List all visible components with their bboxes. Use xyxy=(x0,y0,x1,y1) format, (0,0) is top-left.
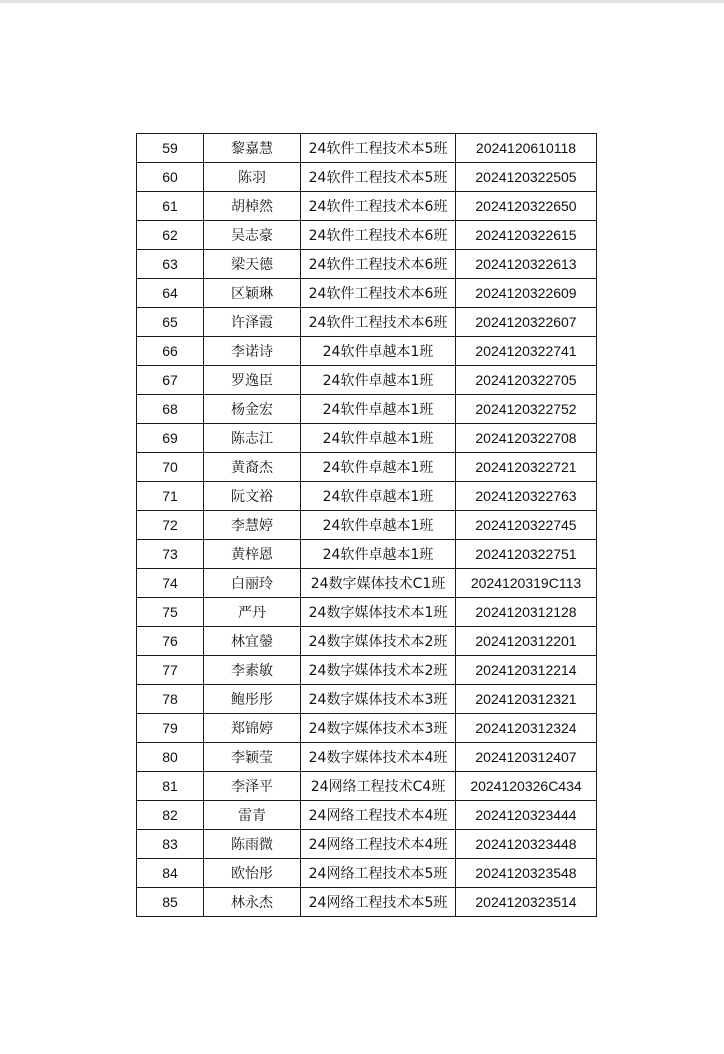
student-id-cell: 2024120322650 xyxy=(456,192,597,221)
student-id-cell: 2024120322752 xyxy=(456,395,597,424)
student-id-cell: 2024120610118 xyxy=(456,134,597,163)
row-number-cell: 65 xyxy=(137,308,204,337)
student-name-cell: 欧怡彤 xyxy=(204,859,301,888)
class-name-cell: 24软件工程技术本6班 xyxy=(301,192,456,221)
table-row xyxy=(137,221,597,250)
student-name-cell: 郑锦婷 xyxy=(204,714,301,743)
row-number-cell: 67 xyxy=(137,366,204,395)
student-id-cell: 2024120323448 xyxy=(456,830,597,859)
student-id-cell: 2024120322721 xyxy=(456,453,597,482)
student-id-cell: 2024120322615 xyxy=(456,221,597,250)
student-name-cell: 杨金宏 xyxy=(204,395,301,424)
student-name-cell: 罗逸臣 xyxy=(204,366,301,395)
class-name-cell: 24数字媒体技术本2班 xyxy=(301,627,456,656)
class-name-cell: 24网络工程技术本5班 xyxy=(301,859,456,888)
student-id-cell: 2024120312214 xyxy=(456,656,597,685)
student-name-cell: 李慧婷 xyxy=(204,511,301,540)
student-name-cell: 严丹 xyxy=(204,598,301,627)
student-name-cell: 阮文裕 xyxy=(204,482,301,511)
class-name-cell: 24软件工程技术本5班 xyxy=(301,163,456,192)
row-number-cell: 60 xyxy=(137,163,204,192)
class-name-cell: 24数字媒体技术本4班 xyxy=(301,743,456,772)
table-row xyxy=(137,192,597,221)
student-id-cell: 2024120326C434 xyxy=(456,772,597,801)
class-name-cell: 24数字媒体技术本1班 xyxy=(301,598,456,627)
table-row xyxy=(137,250,597,279)
row-number-cell: 77 xyxy=(137,656,204,685)
class-name-cell: 24软件卓越本1班 xyxy=(301,366,456,395)
student-id-cell: 2024120312324 xyxy=(456,714,597,743)
student-name-cell: 黎嘉慧 xyxy=(204,134,301,163)
row-number-cell: 64 xyxy=(137,279,204,308)
table-row xyxy=(137,743,597,772)
class-name-cell: 24网络工程技术本4班 xyxy=(301,830,456,859)
class-name-cell: 24软件工程技术本6班 xyxy=(301,250,456,279)
class-name-cell: 24软件工程技术本6班 xyxy=(301,221,456,250)
student-id-cell: 2024120322741 xyxy=(456,337,597,366)
student-id-cell: 2024120323548 xyxy=(456,859,597,888)
student-name-cell: 李素敏 xyxy=(204,656,301,685)
class-name-cell: 24软件卓越本1班 xyxy=(301,511,456,540)
table-row xyxy=(137,656,597,685)
student-name-cell: 白丽玲 xyxy=(204,569,301,598)
student-id-cell: 2024120322607 xyxy=(456,308,597,337)
table-row xyxy=(137,569,597,598)
class-name-cell: 24软件卓越本1班 xyxy=(301,395,456,424)
row-number-cell: 66 xyxy=(137,337,204,366)
class-name-cell: 24软件工程技术本5班 xyxy=(301,134,456,163)
row-number-cell: 82 xyxy=(137,801,204,830)
student-id-cell: 2024120322705 xyxy=(456,366,597,395)
table-row xyxy=(137,685,597,714)
table-row xyxy=(137,395,597,424)
student-id-cell: 2024120319C113 xyxy=(456,569,597,598)
row-number-cell: 81 xyxy=(137,772,204,801)
class-name-cell: 24网络工程技术本5班 xyxy=(301,888,456,917)
table-row xyxy=(137,134,597,163)
student-roster-table xyxy=(136,133,597,917)
table-row xyxy=(137,888,597,917)
row-number-cell: 70 xyxy=(137,453,204,482)
row-number-cell: 79 xyxy=(137,714,204,743)
student-name-cell: 李泽平 xyxy=(204,772,301,801)
student-name-cell: 陈志江 xyxy=(204,424,301,453)
student-id-cell: 2024120312321 xyxy=(456,685,597,714)
student-id-cell: 2024120322505 xyxy=(456,163,597,192)
student-id-cell: 2024120322609 xyxy=(456,279,597,308)
student-id-cell: 2024120323514 xyxy=(456,888,597,917)
student-id-cell: 2024120312201 xyxy=(456,627,597,656)
class-name-cell: 24软件卓越本1班 xyxy=(301,337,456,366)
class-name-cell: 24软件卓越本1班 xyxy=(301,424,456,453)
student-id-cell: 2024120312128 xyxy=(456,598,597,627)
row-number-cell: 84 xyxy=(137,859,204,888)
row-number-cell: 59 xyxy=(137,134,204,163)
student-id-cell: 2024120322763 xyxy=(456,482,597,511)
table-row xyxy=(137,453,597,482)
row-number-cell: 71 xyxy=(137,482,204,511)
table-row xyxy=(137,627,597,656)
class-name-cell: 24网络工程技术C4班 xyxy=(301,772,456,801)
table-row xyxy=(137,366,597,395)
table-row xyxy=(137,308,597,337)
student-id-cell: 2024120323444 xyxy=(456,801,597,830)
table-row xyxy=(137,540,597,569)
roster-body xyxy=(137,134,597,917)
row-number-cell: 63 xyxy=(137,250,204,279)
class-name-cell: 24软件卓越本1班 xyxy=(301,482,456,511)
student-id-cell: 2024120322613 xyxy=(456,250,597,279)
student-name-cell: 李颖莹 xyxy=(204,743,301,772)
table-row xyxy=(137,714,597,743)
class-name-cell: 24数字媒体技术本3班 xyxy=(301,685,456,714)
row-number-cell: 68 xyxy=(137,395,204,424)
class-name-cell: 24软件工程技术本6班 xyxy=(301,279,456,308)
student-name-cell: 区颖琳 xyxy=(204,279,301,308)
table-row xyxy=(137,279,597,308)
student-name-cell: 陈雨微 xyxy=(204,830,301,859)
student-name-cell: 林宜鎣 xyxy=(204,627,301,656)
row-number-cell: 72 xyxy=(137,511,204,540)
student-name-cell: 陈羽 xyxy=(204,163,301,192)
class-name-cell: 24网络工程技术本4班 xyxy=(301,801,456,830)
student-name-cell: 鲍彤彤 xyxy=(204,685,301,714)
table-row xyxy=(137,598,597,627)
row-number-cell: 69 xyxy=(137,424,204,453)
row-number-cell: 74 xyxy=(137,569,204,598)
student-id-cell: 2024120322751 xyxy=(456,540,597,569)
student-id-cell: 2024120322708 xyxy=(456,424,597,453)
row-number-cell: 83 xyxy=(137,830,204,859)
student-name-cell: 梁天德 xyxy=(204,250,301,279)
student-name-cell: 许泽霞 xyxy=(204,308,301,337)
class-name-cell: 24数字媒体技术本2班 xyxy=(301,656,456,685)
class-name-cell: 24软件卓越本1班 xyxy=(301,453,456,482)
table-row xyxy=(137,511,597,540)
page-top-edge xyxy=(0,0,724,3)
table-row xyxy=(137,424,597,453)
row-number-cell: 61 xyxy=(137,192,204,221)
class-name-cell: 24软件工程技术本6班 xyxy=(301,308,456,337)
table-row xyxy=(137,163,597,192)
class-name-cell: 24软件卓越本1班 xyxy=(301,540,456,569)
row-number-cell: 85 xyxy=(137,888,204,917)
row-number-cell: 73 xyxy=(137,540,204,569)
student-name-cell: 雷青 xyxy=(204,801,301,830)
row-number-cell: 78 xyxy=(137,685,204,714)
row-number-cell: 62 xyxy=(137,221,204,250)
table-row xyxy=(137,830,597,859)
table-row xyxy=(137,859,597,888)
class-name-cell: 24数字媒体技术C1班 xyxy=(301,569,456,598)
table-row xyxy=(137,337,597,366)
student-id-cell: 2024120312407 xyxy=(456,743,597,772)
student-name-cell: 胡棹然 xyxy=(204,192,301,221)
table-row xyxy=(137,801,597,830)
student-name-cell: 黄梓恩 xyxy=(204,540,301,569)
class-name-cell: 24数字媒体技术本3班 xyxy=(301,714,456,743)
table-row xyxy=(137,772,597,801)
row-number-cell: 76 xyxy=(137,627,204,656)
student-name-cell: 吴志豪 xyxy=(204,221,301,250)
row-number-cell: 80 xyxy=(137,743,204,772)
student-name-cell: 李诺诗 xyxy=(204,337,301,366)
student-name-cell: 林永杰 xyxy=(204,888,301,917)
student-id-cell: 2024120322745 xyxy=(456,511,597,540)
student-name-cell: 黄裔杰 xyxy=(204,453,301,482)
table-row xyxy=(137,482,597,511)
row-number-cell: 75 xyxy=(137,598,204,627)
